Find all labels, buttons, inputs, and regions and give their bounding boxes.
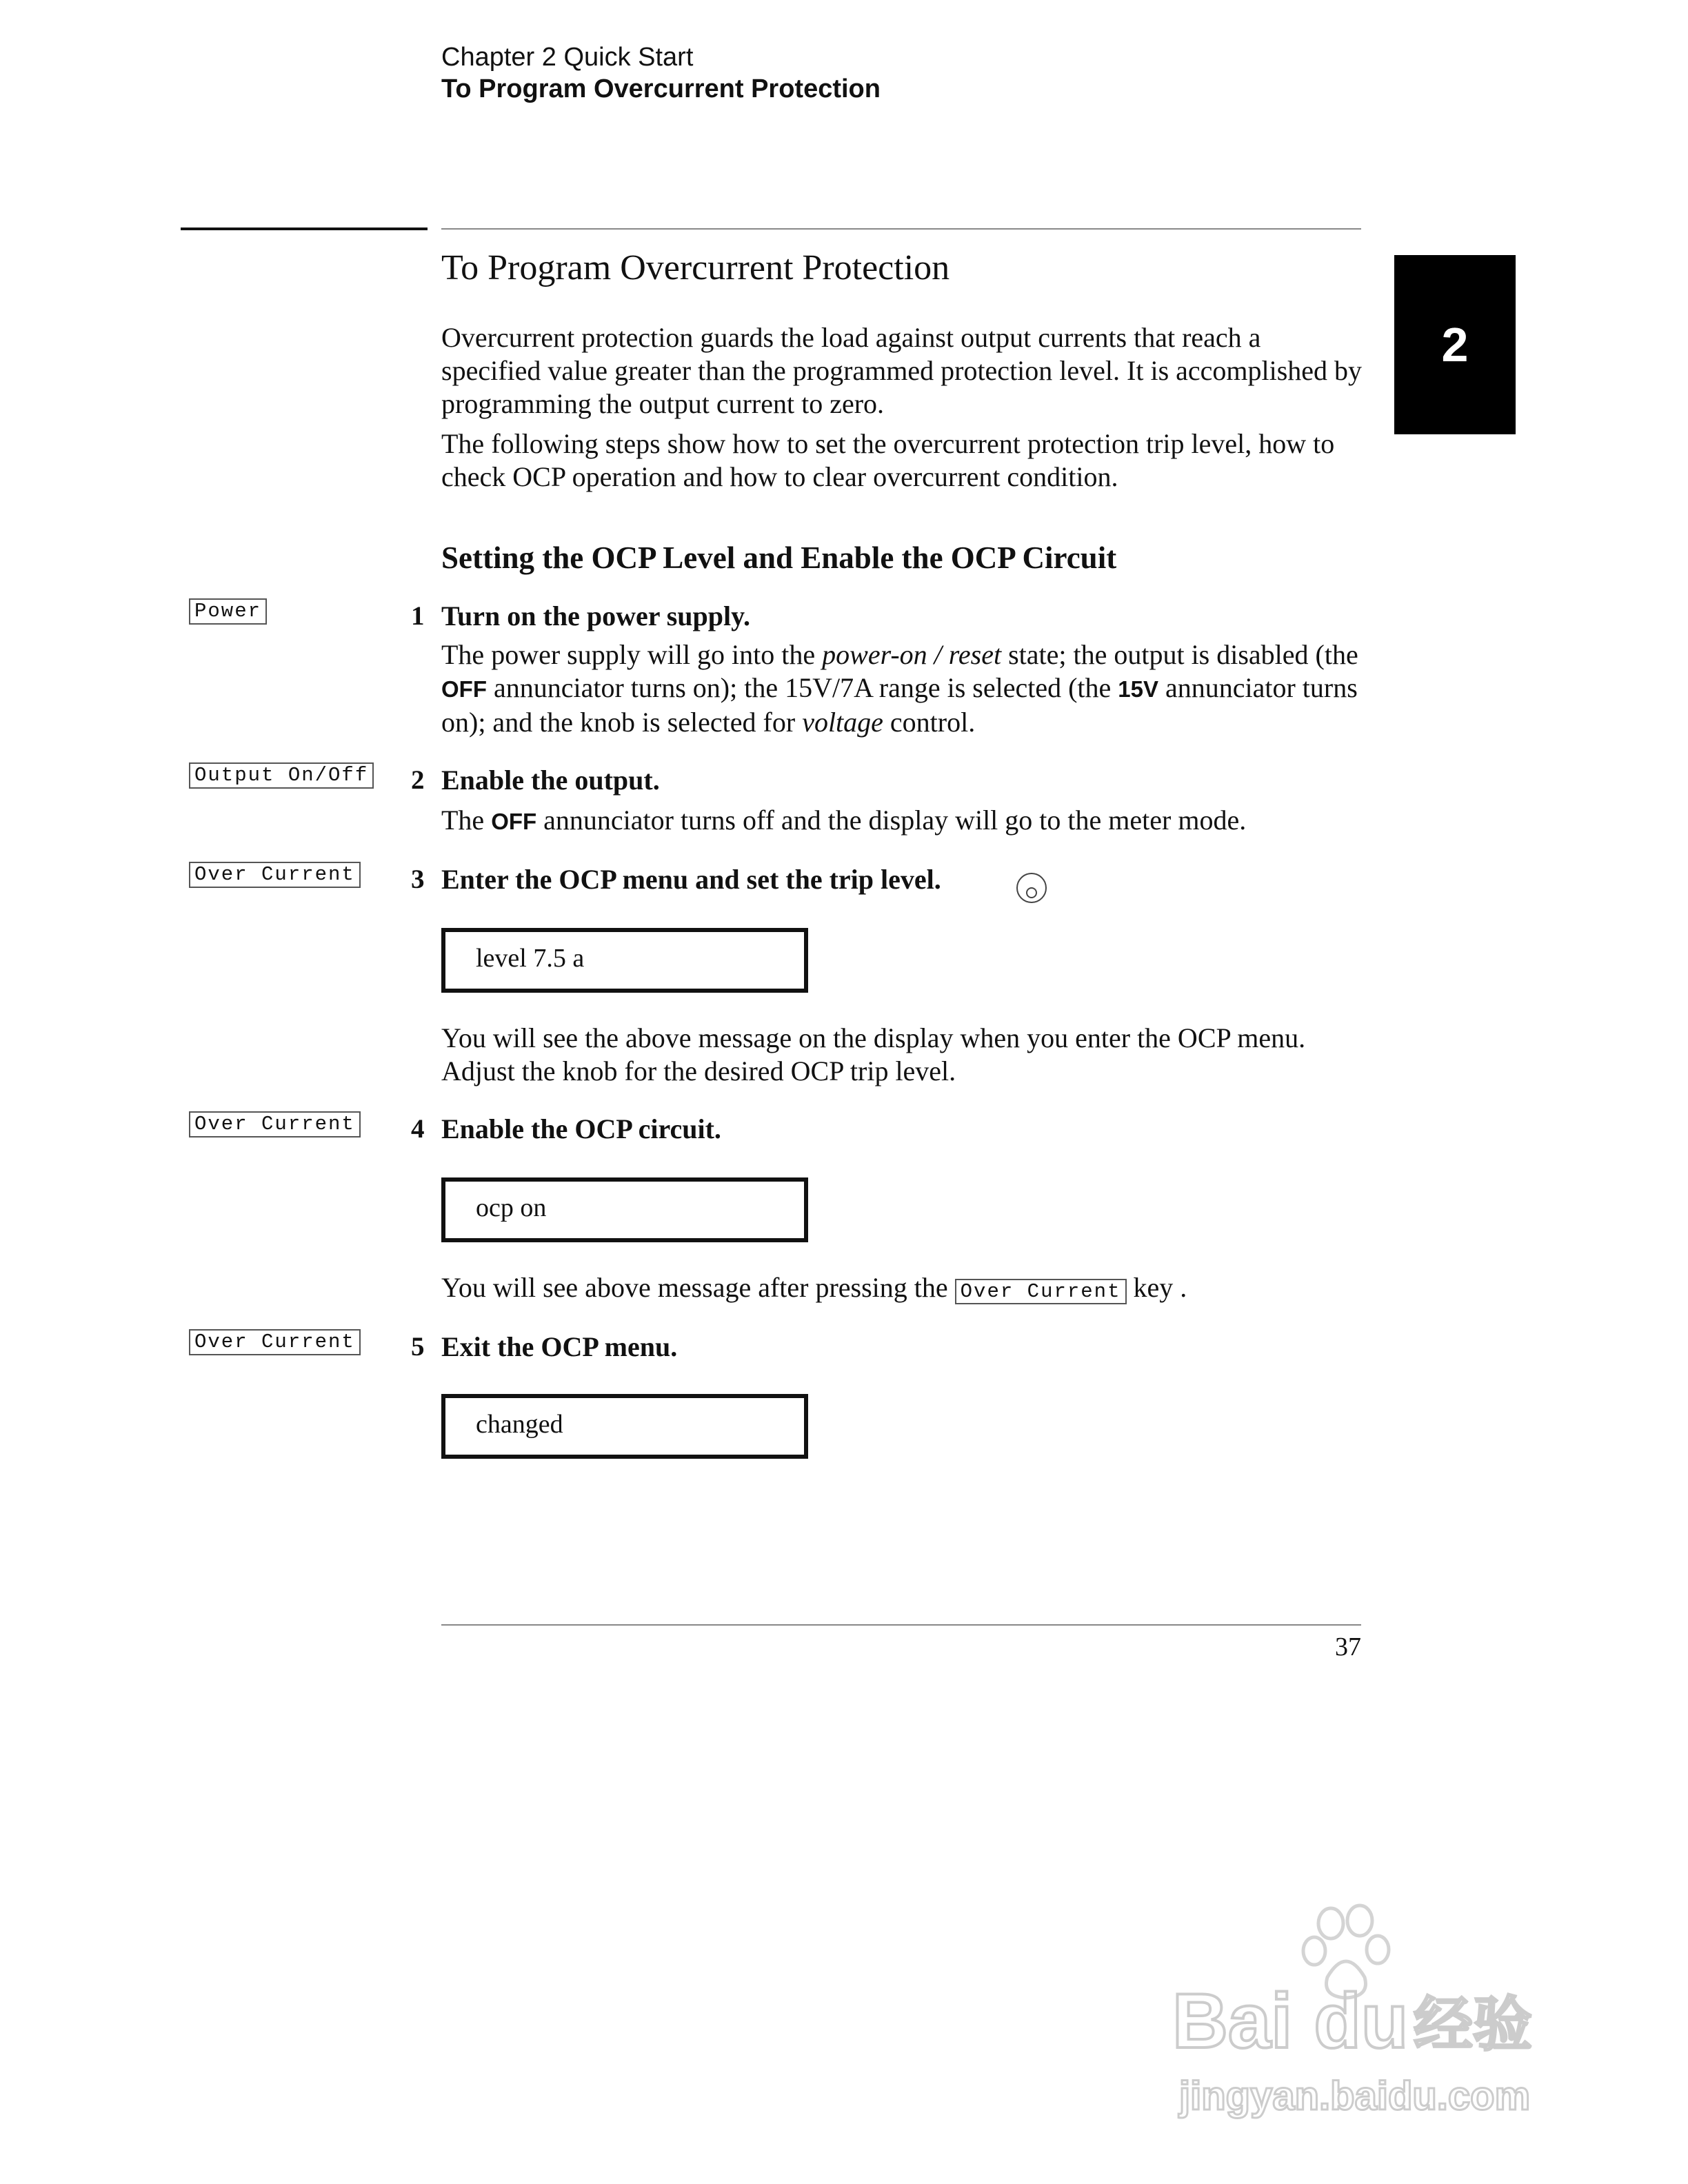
text-run: The bbox=[441, 805, 492, 836]
text-run: You will see above message after pressing the bbox=[441, 1272, 955, 1303]
watermark-tag: 经验 bbox=[1414, 1990, 1532, 2059]
off-annunciator: OFF bbox=[441, 676, 487, 702]
step-title: Exit the OCP menu. bbox=[441, 1331, 678, 1362]
step-number: 1 bbox=[411, 601, 425, 631]
step-number: 3 bbox=[411, 865, 425, 894]
section-title: To Program Overcurrent Protection bbox=[441, 248, 950, 287]
knob-icon bbox=[1015, 871, 1048, 904]
subsection-heading: Setting the OCP Level and Enable the OCP Circuit bbox=[441, 540, 1117, 575]
output-on-off-key-label: Output On/Off bbox=[189, 762, 374, 789]
section-rule-thin bbox=[441, 228, 1361, 230]
baidu-watermark bbox=[1172, 1903, 1572, 2123]
step-number: 5 bbox=[411, 1332, 425, 1362]
running-header-title: To Program Overcurrent Protection bbox=[441, 74, 881, 103]
text-run: state; the output is disabled (the bbox=[1001, 639, 1358, 670]
display-panel bbox=[441, 1177, 808, 1242]
step-title: Turn on the power supply. bbox=[441, 600, 750, 631]
text-run: The power supply will go into the bbox=[441, 639, 823, 670]
text-run: annunciator turns on); and the knob is selected for bbox=[441, 672, 1358, 738]
page-number: 37 bbox=[1335, 1632, 1361, 1661]
watermark-brand: Bai du bbox=[1172, 1978, 1409, 2064]
section-rule-thick bbox=[181, 228, 428, 230]
running-header-chapter: Chapter 2 Quick Start bbox=[441, 43, 694, 72]
display-text: ocp on bbox=[476, 1193, 547, 1222]
step-3-after-text: You will see the above message on the display when you enter the OCP menu. Adjust the knob for the desired OCP trip level. bbox=[441, 1022, 1306, 1086]
display-text: changed bbox=[476, 1410, 563, 1439]
15v-annunciator: 15V bbox=[1118, 676, 1158, 702]
display-panel bbox=[441, 928, 808, 993]
step-number: 2 bbox=[411, 765, 425, 795]
emphasis-text: voltage bbox=[802, 707, 883, 738]
display-panel bbox=[441, 1394, 808, 1459]
intro-paragraph-1: Overcurrent protection guards the load against output currents that reach a specified value greater than the programmed protection level. It is accomplished by programming the output current to zero. bbox=[441, 322, 1363, 419]
text-run: annunciator turns off and the display will go to the meter mode. bbox=[536, 805, 1247, 836]
step-title: Enter the OCP menu and set the trip level. bbox=[441, 864, 941, 895]
power-key-label: Power bbox=[189, 598, 267, 625]
watermark-url: jingyan.baidu.com bbox=[1179, 2074, 1531, 2119]
off-annunciator: OFF bbox=[491, 809, 537, 834]
inline-over-current-key: Over Current bbox=[955, 1279, 1127, 1304]
step-4-after-text bbox=[441, 1271, 1365, 1308]
text-run: control. bbox=[883, 707, 976, 738]
intro-paragraph-2: The following steps show how to set the overcurrent protection trip level, how to check OCP operation and how to clear overcurrent condition. bbox=[441, 428, 1335, 492]
chapter-tab-number: 2 bbox=[1441, 318, 1469, 372]
step-2-body bbox=[441, 804, 1365, 838]
chapter-tab bbox=[1394, 255, 1516, 434]
over-current-key-label: Over Current bbox=[189, 1329, 361, 1355]
text-run: key . bbox=[1126, 1272, 1187, 1303]
emphasis-text: power-on / reset bbox=[822, 639, 1002, 670]
footer-rule bbox=[441, 1624, 1361, 1626]
step-title: Enable the output. bbox=[441, 765, 660, 796]
step-1-body bbox=[441, 638, 1365, 739]
display-text: level 7.5 a bbox=[476, 944, 585, 973]
text-run: annunciator turns on); the 15V/7A range is selected (the bbox=[486, 672, 1118, 703]
step-title: Enable the OCP circuit. bbox=[441, 1113, 721, 1144]
over-current-key-label: Over Current bbox=[189, 1111, 361, 1138]
step-number: 4 bbox=[411, 1114, 425, 1144]
over-current-key-label: Over Current bbox=[189, 862, 361, 888]
